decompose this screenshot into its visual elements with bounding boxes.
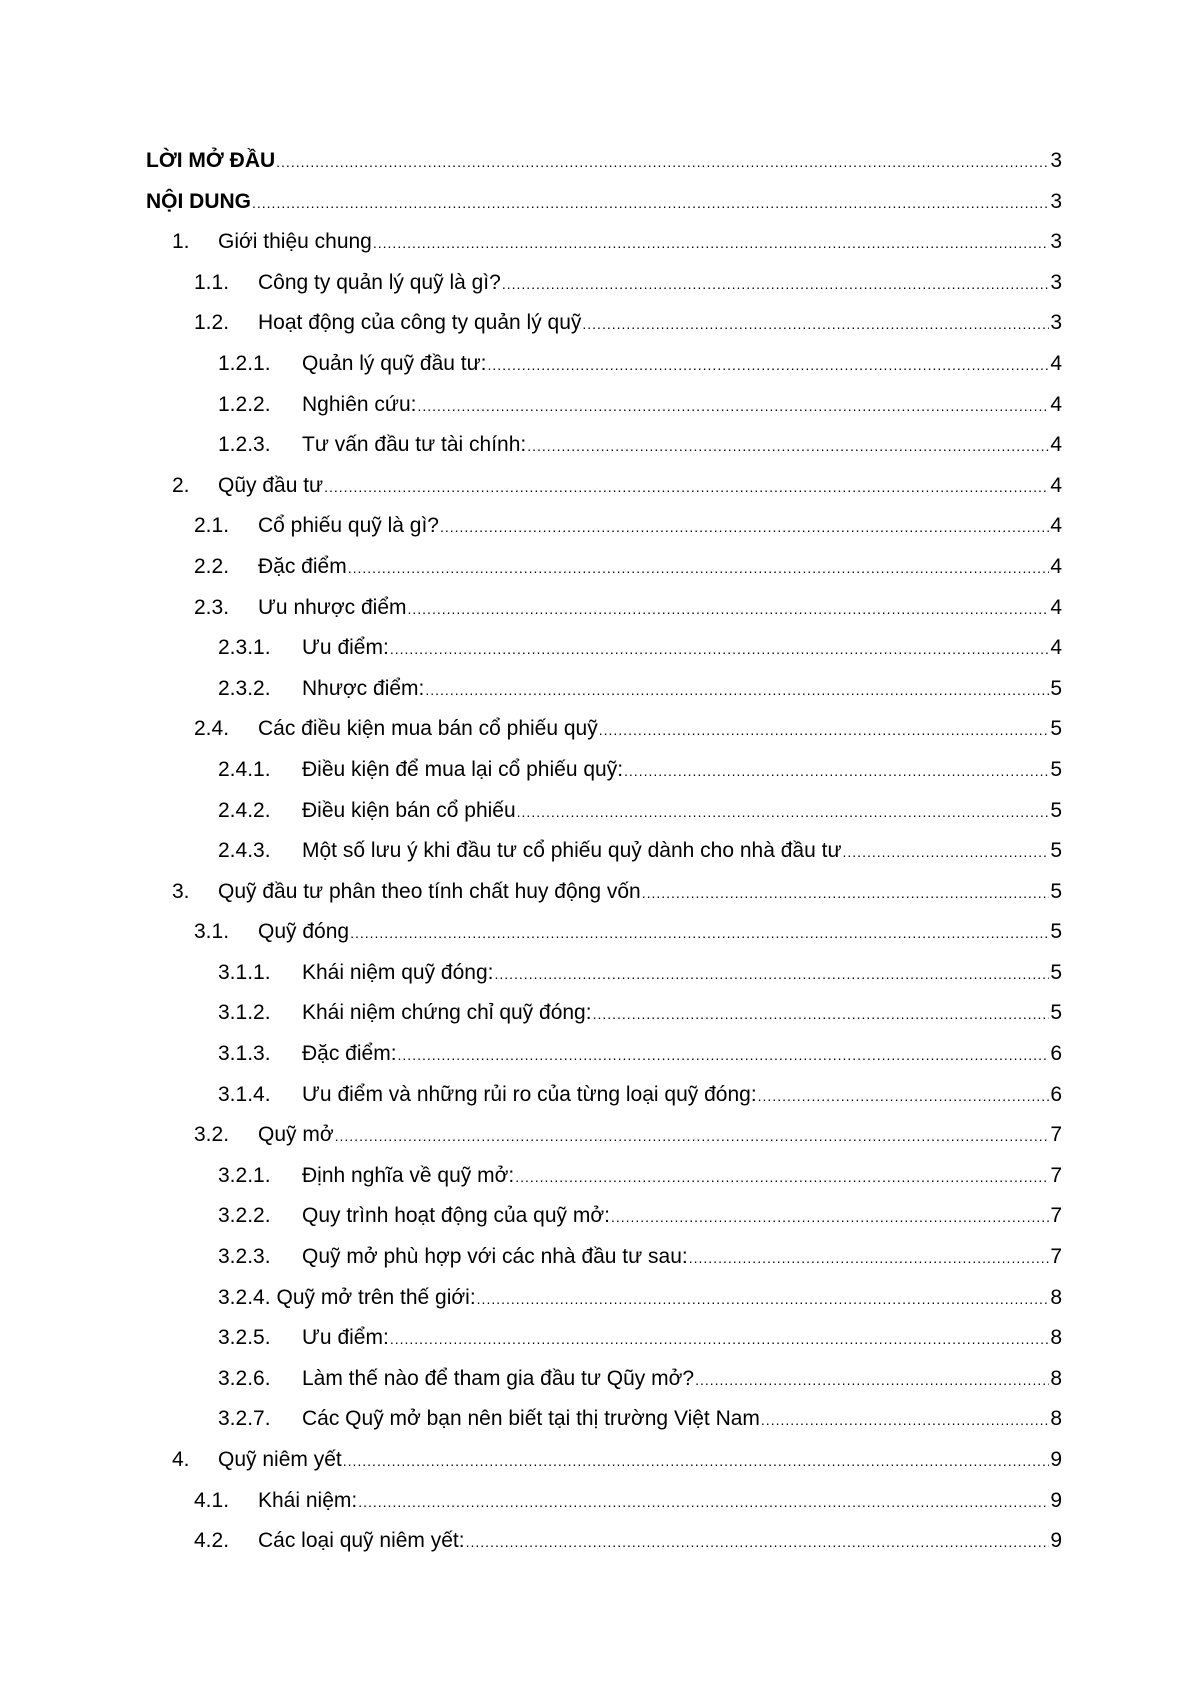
toc-page-number: 5	[1050, 879, 1062, 903]
toc-dot-leader	[695, 1360, 1049, 1401]
toc-dot-leader	[488, 345, 1050, 386]
toc-dot-leader	[276, 142, 1049, 183]
toc-entry-title: Điều kiện bán cổ phiếu	[302, 798, 516, 822]
toc-entry-title: Các Quỹ mở bạn nên biết tại thị trường Việt Nam	[302, 1407, 760, 1431]
toc-page-number: 3	[1050, 230, 1062, 254]
toc-entry-title: Một số lưu ý khi đầu tư cổ phiếu quỷ dành cho nhà đầu tư	[302, 839, 842, 863]
toc-entry-title: Quỹ mở trên thế giới:	[276, 1285, 476, 1309]
toc-entry-title: Qũy đầu tư	[218, 473, 324, 497]
toc-dot-leader	[517, 792, 1049, 833]
toc-page-number: 5	[1050, 920, 1062, 944]
toc-entry[interactable]	[146, 385, 1062, 426]
toc-entry[interactable]	[146, 709, 1062, 750]
toc-entry[interactable]	[146, 791, 1062, 832]
toc-entry-number: 1.2.1.	[218, 351, 271, 375]
toc-entry[interactable]	[146, 628, 1062, 669]
toc-entry-title: Điều kiện để mua lại cổ phiếu quỹ:	[302, 757, 624, 781]
toc-entry[interactable]	[146, 1075, 1062, 1116]
toc-entry[interactable]	[146, 1359, 1062, 1400]
toc-entry-title: Khái niệm:	[258, 1488, 358, 1512]
toc-dot-leader	[350, 913, 1049, 954]
toc-dot-leader	[466, 1522, 1049, 1563]
toc-page-number: 4	[1050, 351, 1062, 375]
toc-entry-number: 3.1.4.	[218, 1082, 271, 1106]
toc-entry[interactable]	[146, 506, 1062, 547]
toc-page-number: 4	[1050, 554, 1062, 578]
toc-entry-number: 2.3.1.	[218, 636, 271, 660]
toc-entry-title: Công ty quản lý quỹ là gì?	[258, 270, 501, 294]
toc-entry-number: 3.1.	[194, 920, 230, 944]
toc-entry[interactable]	[146, 831, 1062, 872]
toc-dot-leader	[417, 386, 1049, 427]
toc-page-number: 9	[1050, 1448, 1062, 1471]
toc-entry-number: 2.4.1.	[218, 757, 271, 781]
toc-dot-leader	[758, 1076, 1049, 1117]
toc-entry-number: 2.3.	[194, 595, 230, 619]
toc-dot-leader	[425, 670, 1049, 711]
toc-dot-leader	[358, 1482, 1049, 1523]
toc-entry-number: 3.2.	[194, 1123, 230, 1147]
toc-dot-leader	[477, 1279, 1049, 1320]
toc-dot-leader	[843, 832, 1049, 873]
toc-entry-title: Ưu điểm:	[302, 636, 389, 660]
toc-entry[interactable]	[146, 1034, 1062, 1075]
toc-entry[interactable]	[146, 953, 1062, 994]
toc-dot-leader	[343, 1441, 1049, 1482]
toc-page-number: 9	[1050, 1529, 1062, 1553]
toc-dot-leader	[398, 1035, 1049, 1076]
toc-page-number: 3	[1050, 149, 1062, 172]
toc-page-number: 3	[1050, 189, 1062, 213]
toc-entry-number: 3.	[172, 879, 190, 903]
toc-dot-leader	[408, 589, 1050, 630]
toc-page-number: 4	[1050, 473, 1062, 497]
toc-entry-number: 2.4.	[194, 717, 230, 741]
toc-dot-leader	[642, 873, 1049, 914]
toc-entry-number: 3.2.5.	[218, 1326, 271, 1350]
toc-entry[interactable]	[146, 1318, 1062, 1359]
table-of-contents	[146, 141, 1062, 1562]
toc-entry[interactable]	[146, 263, 1062, 304]
toc-dot-leader	[582, 304, 1049, 345]
toc-page-number: 4	[1050, 514, 1062, 538]
toc-page-number: 3	[1050, 311, 1062, 335]
toc-page-number: 5	[1050, 798, 1062, 822]
toc-dot-leader	[324, 467, 1049, 508]
toc-entry-title: Làm thế nào để tham gia đầu tư Qũy mở?	[302, 1366, 695, 1390]
toc-entry-number: 3.1.3.	[218, 1042, 271, 1066]
toc-page-number: 8	[1050, 1366, 1062, 1390]
toc-entry-number: 2.4.2.	[218, 798, 271, 822]
toc-dot-leader	[689, 1238, 1049, 1279]
toc-page-number: 4	[1050, 636, 1062, 660]
toc-entry[interactable]	[146, 1440, 1062, 1481]
toc-entry-title: Đặc điểm	[258, 554, 347, 578]
toc-page-number: 4	[1050, 433, 1062, 457]
toc-entry-number: 1.1.	[194, 270, 230, 294]
toc-dot-leader	[335, 1116, 1049, 1157]
toc-entry[interactable]	[146, 669, 1062, 710]
toc-entry[interactable]	[146, 303, 1062, 344]
toc-entry[interactable]	[146, 993, 1062, 1034]
toc-entry[interactable]	[146, 141, 1062, 182]
toc-dot-leader	[502, 264, 1049, 305]
toc-page-number: 8	[1050, 1407, 1062, 1431]
toc-entry-number: 3.2.6.	[218, 1366, 271, 1390]
toc-dot-leader	[252, 183, 1049, 224]
toc-entry-title: Quỹ mở phù hợp với các nhà đầu tư sau:	[302, 1245, 688, 1269]
toc-entry[interactable]	[146, 872, 1062, 913]
toc-entry-title: Các loại quỹ niêm yết:	[258, 1529, 465, 1553]
toc-page-number: 7	[1050, 1245, 1062, 1269]
toc-entry[interactable]	[146, 222, 1062, 263]
toc-dot-leader	[390, 629, 1049, 670]
toc-entry-number: 2.2.	[194, 554, 230, 578]
toc-page-number: 5	[1050, 839, 1062, 863]
toc-dot-leader	[348, 548, 1049, 589]
toc-entry-number: 1.	[172, 230, 190, 254]
toc-entry-title: Các điều kiện mua bán cổ phiếu quỹ	[258, 717, 598, 741]
toc-page-number: 9	[1050, 1488, 1062, 1512]
toc-entry-number: 4.1.	[194, 1488, 230, 1512]
toc-dot-leader	[390, 1319, 1049, 1360]
toc-entry-title: Quỹ đầu tư phân theo tính chất huy động vốn	[218, 879, 641, 903]
toc-dot-leader	[527, 426, 1049, 467]
toc-dot-leader	[593, 994, 1049, 1035]
toc-entry-title: LỜI MỞ ĐẦU	[146, 149, 276, 172]
toc-entry-number: 3.1.2.	[218, 1001, 271, 1025]
toc-entry-number: 3.2.7.	[218, 1407, 271, 1431]
toc-entry-title: Khái niệm quỹ đóng:	[302, 960, 494, 984]
toc-dot-leader	[515, 1157, 1049, 1198]
toc-entry-title: NỘI DUNG	[146, 189, 251, 213]
toc-dot-leader	[611, 1197, 1049, 1238]
toc-dot-leader	[494, 954, 1049, 995]
toc-page-number: 7	[1050, 1163, 1062, 1187]
toc-entry-title: Tư vấn đầu tư tài chính:	[302, 433, 527, 457]
toc-dot-leader	[624, 751, 1049, 792]
toc-entry-title: Định nghĩa về quỹ mở:	[302, 1163, 515, 1187]
toc-entry[interactable]	[146, 912, 1062, 953]
toc-page-number: 5	[1050, 676, 1062, 700]
toc-entry[interactable]	[146, 1156, 1062, 1197]
toc-entry-title: Nhược điểm:	[302, 676, 425, 700]
toc-entry-title: Cổ phiếu quỹ là gì?	[258, 514, 439, 538]
toc-entry[interactable]	[146, 1115, 1062, 1156]
toc-dot-leader	[599, 710, 1049, 751]
toc-entry[interactable]	[146, 1521, 1062, 1562]
toc-page-number: 8	[1050, 1285, 1062, 1309]
toc-entry-number: 3.2.2.	[218, 1204, 271, 1228]
toc-entry[interactable]	[146, 547, 1062, 588]
toc-entry[interactable]	[146, 425, 1062, 466]
toc-page-number: 5	[1050, 1001, 1062, 1025]
toc-dot-leader	[440, 507, 1049, 548]
toc-page-number: 3	[1050, 270, 1062, 294]
toc-entry-number: 4.2.	[194, 1529, 230, 1553]
toc-entry-title: Đặc điểm:	[302, 1042, 397, 1066]
toc-page-number: 7	[1050, 1204, 1062, 1228]
toc-entry-number: 4.	[172, 1448, 190, 1471]
toc-entry[interactable]	[146, 344, 1062, 385]
toc-page-number: 4	[1050, 595, 1062, 619]
toc-page-number: 5	[1050, 960, 1062, 984]
toc-entry-title: Ưu điểm và những rủi ro của từng loại quỹ đóng:	[302, 1082, 757, 1106]
toc-page-number: 5	[1050, 717, 1062, 741]
toc-page-number: 6	[1050, 1082, 1062, 1106]
toc-entry-title: Giới thiệu chung	[218, 230, 372, 254]
toc-entry-title: Quỹ đóng	[258, 920, 350, 944]
toc-entry[interactable]	[146, 1237, 1062, 1278]
toc-entry-title: Ưu nhược điểm	[258, 595, 407, 619]
toc-entry[interactable]	[146, 588, 1062, 629]
toc-entry[interactable]	[146, 182, 1062, 223]
toc-entry[interactable]	[146, 1399, 1062, 1440]
toc-dot-leader	[761, 1400, 1049, 1441]
toc-entry-number: 3.2.1.	[218, 1163, 271, 1187]
toc-entry-title: Quản lý quỹ đầu tư:	[302, 351, 487, 375]
toc-entry-number: 3.2.3.	[218, 1245, 271, 1269]
toc-entry[interactable]	[146, 1278, 1062, 1319]
toc-entry-title: Khái niệm chứng chỉ quỹ đóng:	[302, 1001, 592, 1025]
toc-entry-number: 2.1.	[194, 514, 230, 538]
toc-entry[interactable]	[146, 1196, 1062, 1237]
toc-page-number: 6	[1050, 1042, 1062, 1066]
toc-entry-number: 1.2.2.	[218, 392, 271, 416]
toc-entry-number: 2.	[172, 473, 190, 497]
toc-entry-number: 3.2.4.	[218, 1285, 271, 1309]
toc-entry-title: Nghiên cứu:	[302, 392, 417, 416]
toc-entry-number: 2.3.2.	[218, 676, 271, 700]
toc-entry-number: 2.4.3.	[218, 839, 271, 863]
toc-entry[interactable]	[146, 750, 1062, 791]
toc-dot-leader	[373, 223, 1049, 264]
toc-entry-number: 3.1.1.	[218, 960, 271, 984]
toc-entry[interactable]	[146, 1481, 1062, 1522]
toc-entry-title: Hoạt động của công ty quản lý quỹ	[258, 311, 582, 335]
toc-entry[interactable]	[146, 466, 1062, 507]
toc-entry-title: Quỹ niêm yết	[218, 1448, 342, 1471]
toc-page-number: 7	[1050, 1123, 1062, 1147]
toc-page-number: 5	[1050, 757, 1062, 781]
toc-entry-title: Quy trình hoạt động của quỹ mở:	[302, 1204, 610, 1228]
toc-page-number: 4	[1050, 392, 1062, 416]
toc-entry-title: Quỹ mở	[258, 1123, 334, 1147]
toc-page-number: 8	[1050, 1326, 1062, 1350]
toc-entry-number: 1.2.	[194, 311, 230, 335]
toc-entry-title: Ưu điểm:	[302, 1326, 389, 1350]
toc-entry-number: 1.2.3.	[218, 433, 271, 457]
